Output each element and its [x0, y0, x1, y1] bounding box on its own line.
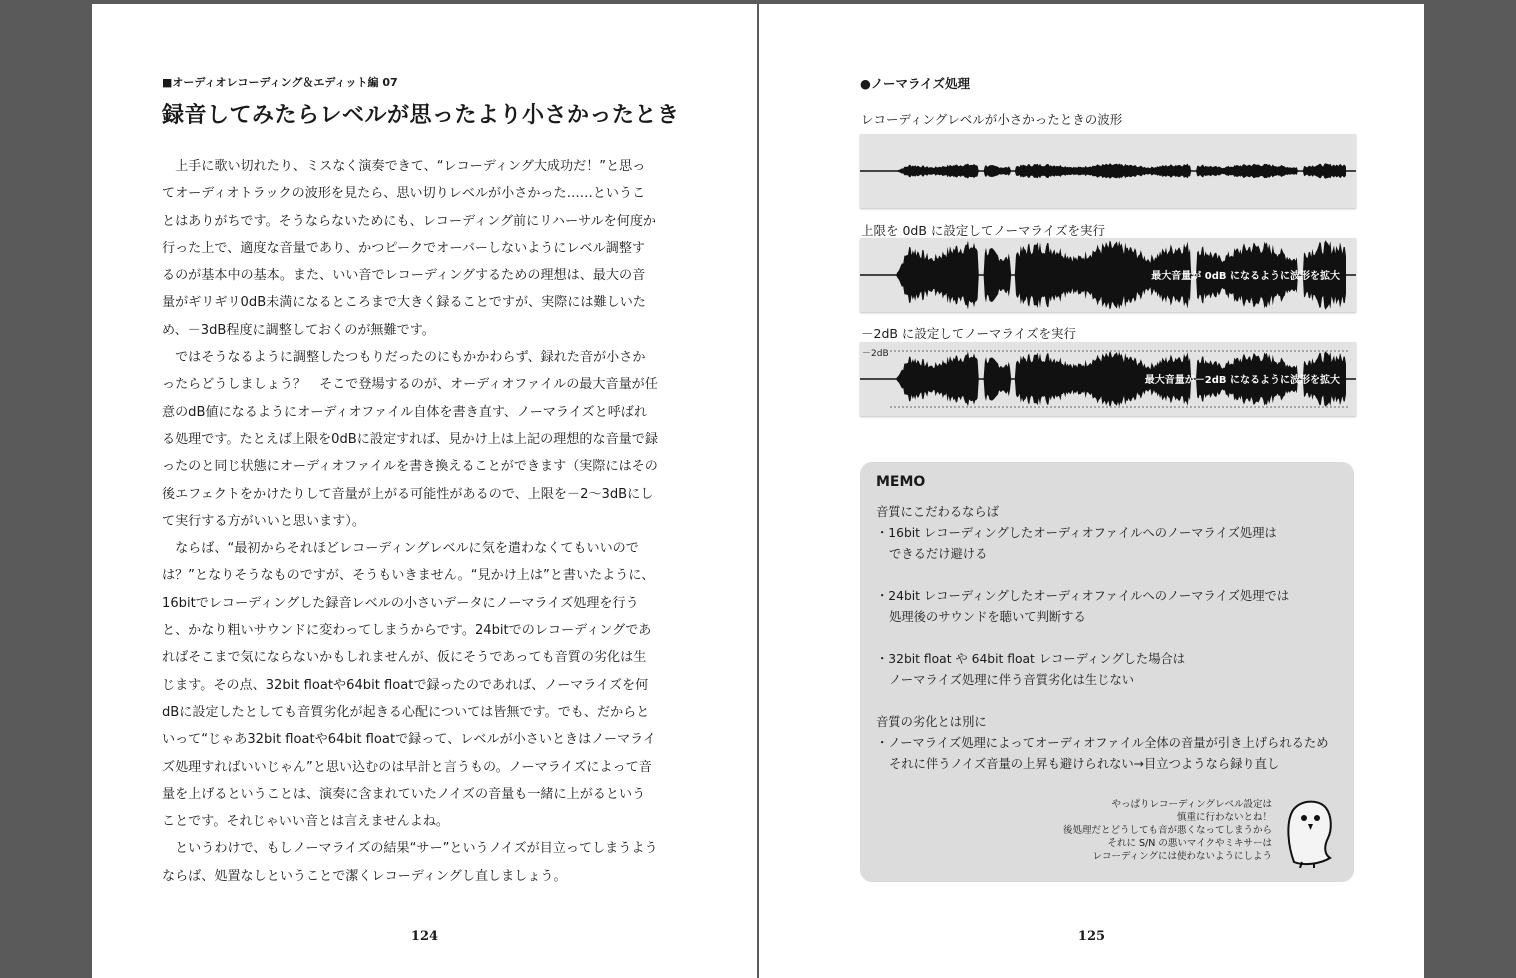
bird-speech [1063, 798, 1272, 863]
memo-title: MEMO [876, 474, 926, 490]
memo-line: 処理後のサウンドを聴いて判断する [889, 610, 1086, 624]
bird-speech-line: やっぱりレコーディングレベル設定は [1111, 799, 1272, 810]
memo-line: 音質にこだわるならば [876, 505, 999, 519]
bird-icon [1284, 796, 1336, 868]
left-page [92, 4, 757, 978]
waveform-note: 最大音量が－2dB になるように波形を拡大 [1144, 375, 1340, 386]
page-number: 124 [410, 929, 439, 944]
memo-line [876, 565, 1338, 586]
bird-speech-line: それに S/N の悪いマイクやミキサーは [1107, 838, 1272, 849]
memo-line: それに伴うノイズ音量の上昇も避けられない→目立つようなら録り直し [889, 757, 1280, 771]
memo-line [876, 691, 1338, 712]
memo-line: できるだけ避ける [889, 547, 988, 561]
waveform-0db [860, 238, 1356, 312]
paragraph: ではそうなるように調整したつもりだったのにもかかわらず、録れた音が小さかったらどうしましょう？ そこで登場するのが、オーディオファイルの最大音量が任意のdB値になるようにオーディオファイル自体を書き直す、ノーマライズと呼ばれる処理です。たとえば上限を0dBに設定すれば、見かけ上は上記の理想的な音量で録ったのと同じ状態にオーディオファイルを書き換えることができます（実際にはその後エフェクトをかけたりして音量が上がる可能性があるので、上限を－2〜3dBにして実行する方がいいと思います）。 [162, 350, 658, 529]
memo-lines [876, 502, 1338, 775]
memo-line: ・ノーマライズ処理によってオーディオファイル全体の音量が引き上げられるため [876, 736, 1329, 750]
paragraph: 上手に歌い切れたり、ミスなく演奏できて、“レコーディング大成功だ！”と思ってオーディオトラックの波形を見たら、思い切りレベルが小さかった……ということはありがちです。そうならないためにも、レコーディング前にリハーサルを何度か行った上で、適度な音量であり、かつピークでオーバーしないようにレベル調整するのが基本中の基本。また、いい音でレコーディングするための理想は、最大の音量がギリギリ0dB未満になるところまで大きく録ることですが、実際には難しいため、－3dB程度に調整しておくのが無難です。 [162, 159, 657, 338]
paragraph: ならば、“最初からそれほどレコーディングレベルに気を遣わなくてもいいのでは？”となりそうなものですが、そうもいきません。“見かけ上は”と書いたように、16bitでレコーディングした録音レベルの小さいデータにノーマライズ処理を行うと、かなり粗いサウンドに変わってしまうからです。24bitでのレコーディングであればそこまで気にならないかもしれませんが、仮にそうであっても音質の劣化は生じます。その点、32bit floatや64bit floatで録ったのであれば、ノーマライズを何dBに設定したとしても音質劣化が起きる心配については皆無です。でも、だからといって“じゃあ32bit floatや64bit floatで録って、レベルが小さいときはノーマライズ処理すればいいじゃん”と思い込むのは早計と言うもの。ノーマライズによって音量を上げるということは、演奏に含まれていたノイズの音量も一緒に上がるということです。それじゃいい音とは言えませんよね。 [162, 541, 656, 830]
waveform-shape [896, 163, 1346, 178]
bird-speech-line: 後処理だとどうしても音が悪くなってしまうから [1062, 825, 1272, 836]
memo-line: ・16bit レコーディングしたオーディオファイルへのノーマライズ処理は [876, 526, 1277, 540]
memo-line: 音質の劣化とは別に [876, 715, 987, 729]
waveform-graphic [860, 134, 1356, 208]
section-label: ■オーディオレコーディング＆エディット編 07 [162, 76, 398, 89]
figure-caption-2: 上限を 0dB に設定してノーマライズを実行 [861, 223, 1106, 238]
waveform-note: 最大音量が 0dB になるように波形を拡大 [1151, 271, 1340, 282]
waveform-small [860, 134, 1356, 208]
memo-line: ノーマライズ処理に伴う音質劣化は生じない [889, 673, 1135, 687]
figure-heading: ●ノーマライズ処理 [860, 76, 971, 91]
memo-box [860, 462, 1354, 882]
memo-line [876, 628, 1338, 649]
paragraph: というわけで、もしノーマライズの結果“サー”というノイズが目立ってしまうようならば、処置なしということで潔くレコーディングし直しましょう。 [162, 841, 658, 884]
figure-caption-1: レコーディングレベルが小さかったときの波形 [861, 112, 1123, 127]
memo-line: ・32bit float や 64bit float レコーディングした場合は [876, 652, 1186, 666]
bird-speech-line: 慎重に行わないとね！ [1176, 812, 1272, 823]
body-text [162, 153, 658, 890]
figure-caption-3: －2dB に設定してノーマライズを実行 [861, 326, 1077, 341]
right-page [759, 4, 1424, 978]
db-marker: －2dB [862, 349, 889, 359]
bird-speech-line: レコーディングには使わないようにしよう [1092, 851, 1272, 862]
waveform-minus2db [860, 342, 1356, 416]
page-number: 125 [1077, 929, 1106, 944]
page-title: 録音してみたらレベルが思ったより小さかったとき [162, 103, 680, 128]
memo-line: ・24bit レコーディングしたオーディオファイルへのノーマライズ処理では [876, 589, 1290, 603]
